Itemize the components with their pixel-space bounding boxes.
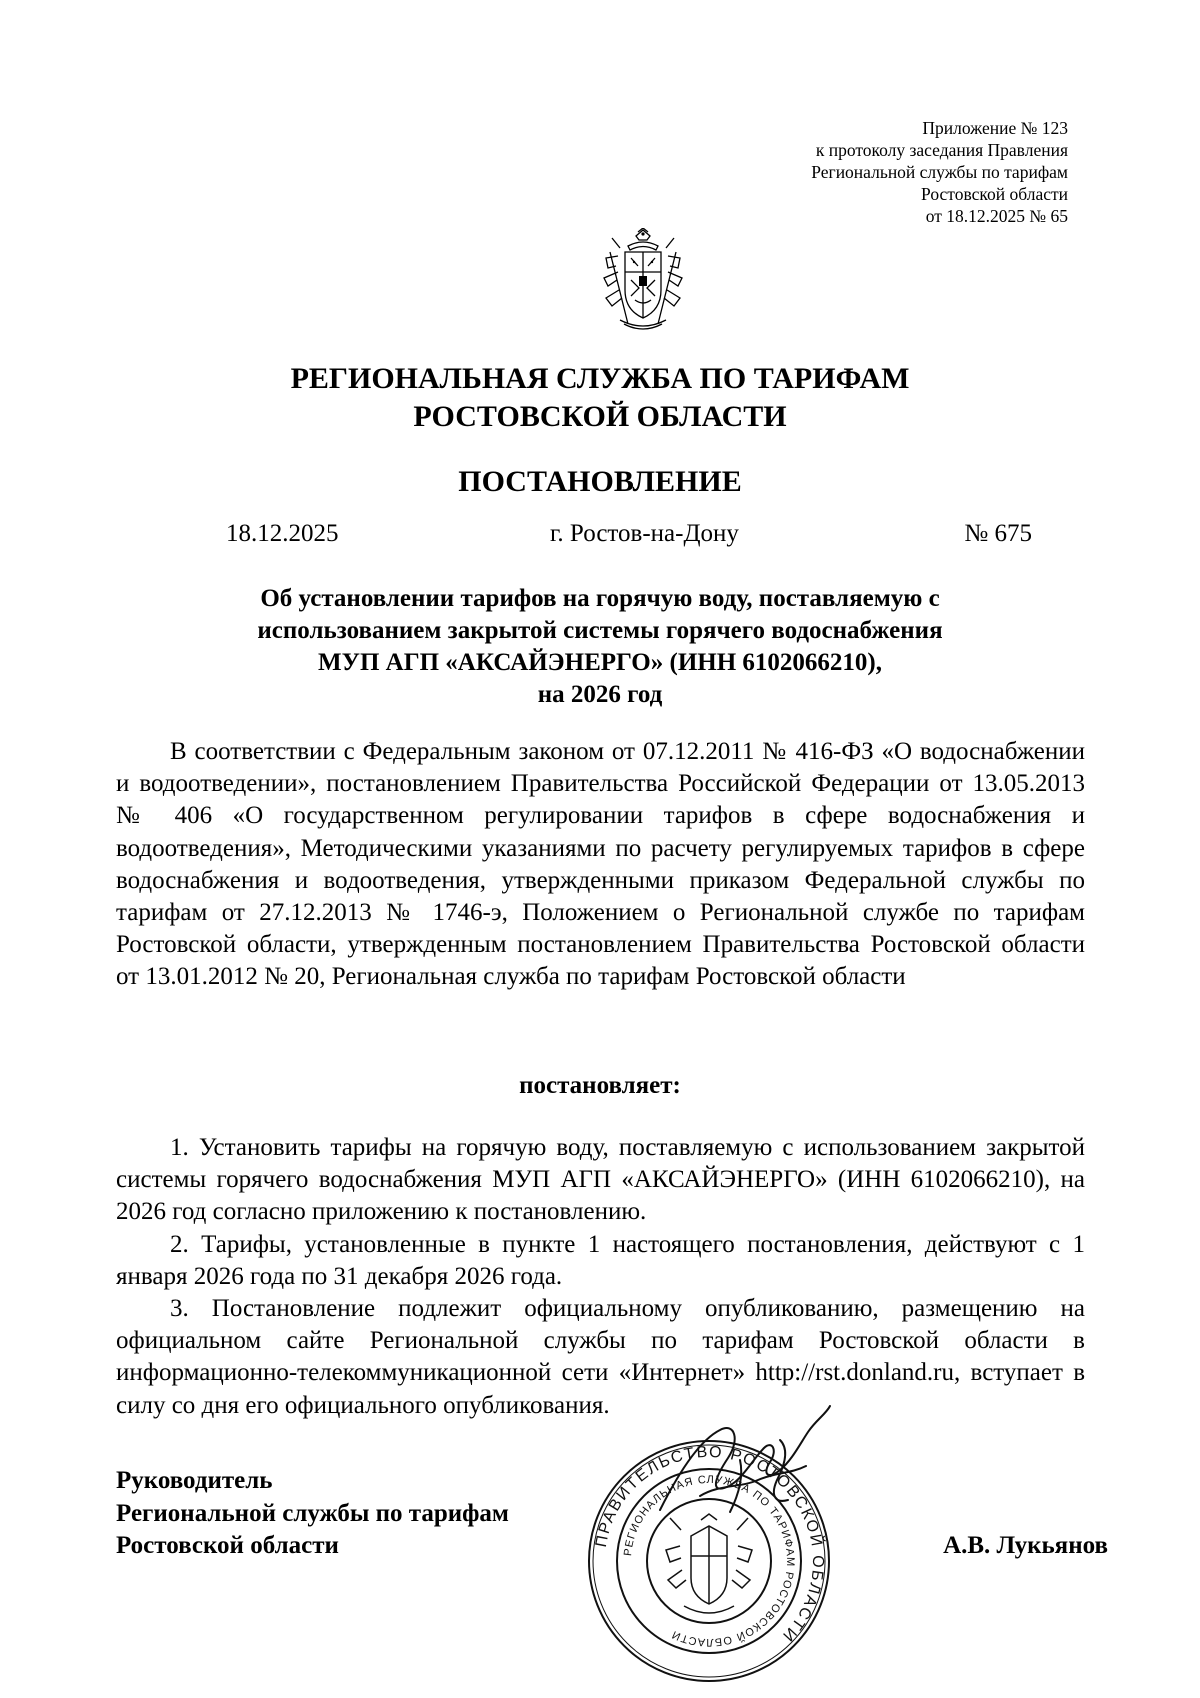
- signer-title: [116, 1465, 509, 1563]
- resolution-item: 1. Установить тарифы на горячую воду, поставляемую с использованием закрытой системы горячего водоснабжения МУП АГП «АКСАЙЭНЕРГО» (ИНН 6102066210), на 2026 год согласно приложению к постановлению.: [116, 1134, 1085, 1226]
- appendix-block: [811, 117, 1068, 227]
- signer-title-line: Ростовской области: [116, 1532, 339, 1559]
- appendix-line: Приложение № 123: [922, 118, 1068, 138]
- appendix-line: от 18.12.2025 № 65: [925, 206, 1068, 226]
- resolution-items: [116, 1132, 1085, 1422]
- handwritten-signature-icon: [640, 1400, 840, 1540]
- subject-line: на 2026 год: [537, 681, 663, 708]
- subject-line: использованием закрытой системы горячего водоснабжения: [257, 617, 943, 644]
- appendix-line: Региональной службы по тарифам: [811, 162, 1068, 182]
- resolution-item: 2. Тарифы, установленные в пункте 1 настоящего постановления, действуют с 1 января 2026 года по 31 декабря 2026 года.: [116, 1230, 1085, 1290]
- document-subject: [160, 583, 1040, 711]
- subject-line: Об установлении тарифов на горячую воду, поставляемую с: [260, 585, 940, 612]
- document-date: 18.12.2025: [226, 520, 339, 547]
- resolves-heading: постановляет:: [519, 1072, 681, 1099]
- agency-line: РЕГИОНАЛЬНАЯ СЛУЖБА ПО ТАРИФАМ: [290, 362, 910, 395]
- seal-outer-text: ПРАВИТЕЛЬСТВО РОСТОВСКОЙ ОБЛАСТИ: [592, 1443, 827, 1646]
- agency-line: РОСТОВСКОЙ ОБЛАСТИ: [413, 400, 787, 433]
- subject-line: МУП АГП «АКСАЙЭНЕРГО» (ИНН 6102066210),: [318, 649, 882, 676]
- appendix-line: Ростовской области: [921, 184, 1068, 204]
- document-number: № 675: [964, 520, 1032, 547]
- resolution-item: 3. Постановление подлежит официальному опубликованию, размещению на официальном сайте Региональной службы по тарифам Ростовской области в информационно-телекоммуникационной сети «Интернет» http://rst.donland.ru, вступает в силу со дня его официального опубликования.: [116, 1295, 1085, 1419]
- document-type: ПОСТАНОВЛЕНИЕ: [458, 465, 742, 498]
- preamble-paragraph: В соответствии с Федеральным законом от 07.12.2011 № 416-ФЗ «О водоснабжении и водоотведении», постановлением Правительства Российской Федерации от 13.05.2013 № 406 «О государственном регулировании тарифов в сфере водоснабжения и водоотведения», Методическими указаниями по расчету регулируемых тарифов в сфере водоснабжения и водоотведения, утвержденными приказом Федеральной службы по тарифам от 27.12.2013 № 1746-э, Положением о Региональной службе по тарифам Ростовской области, утвержденным постановлением Правительства Ростовской области от 13.01.2012 № 20, Региональная служба по тарифам Ростовской области: [116, 738, 1085, 991]
- signer-title-line: Руководитель: [116, 1467, 273, 1494]
- seal-inner-text: РЕГИОНАЛЬНАЯ СЛУЖБА ПО ТАРИФАМ РОСТОВСКОЙ ОБЛАСТИ: [622, 1473, 797, 1649]
- appendix-line: к протоколу заседания Правления: [815, 140, 1068, 160]
- signer-name: А.В. Лукьянов: [943, 1532, 1108, 1559]
- agency-title: [0, 360, 1200, 436]
- document-city: г. Ростов-на-Дону: [550, 520, 739, 547]
- coat-of-arms-icon: [598, 228, 688, 334]
- signer-title-line: Региональной службы по тарифам: [116, 1499, 509, 1527]
